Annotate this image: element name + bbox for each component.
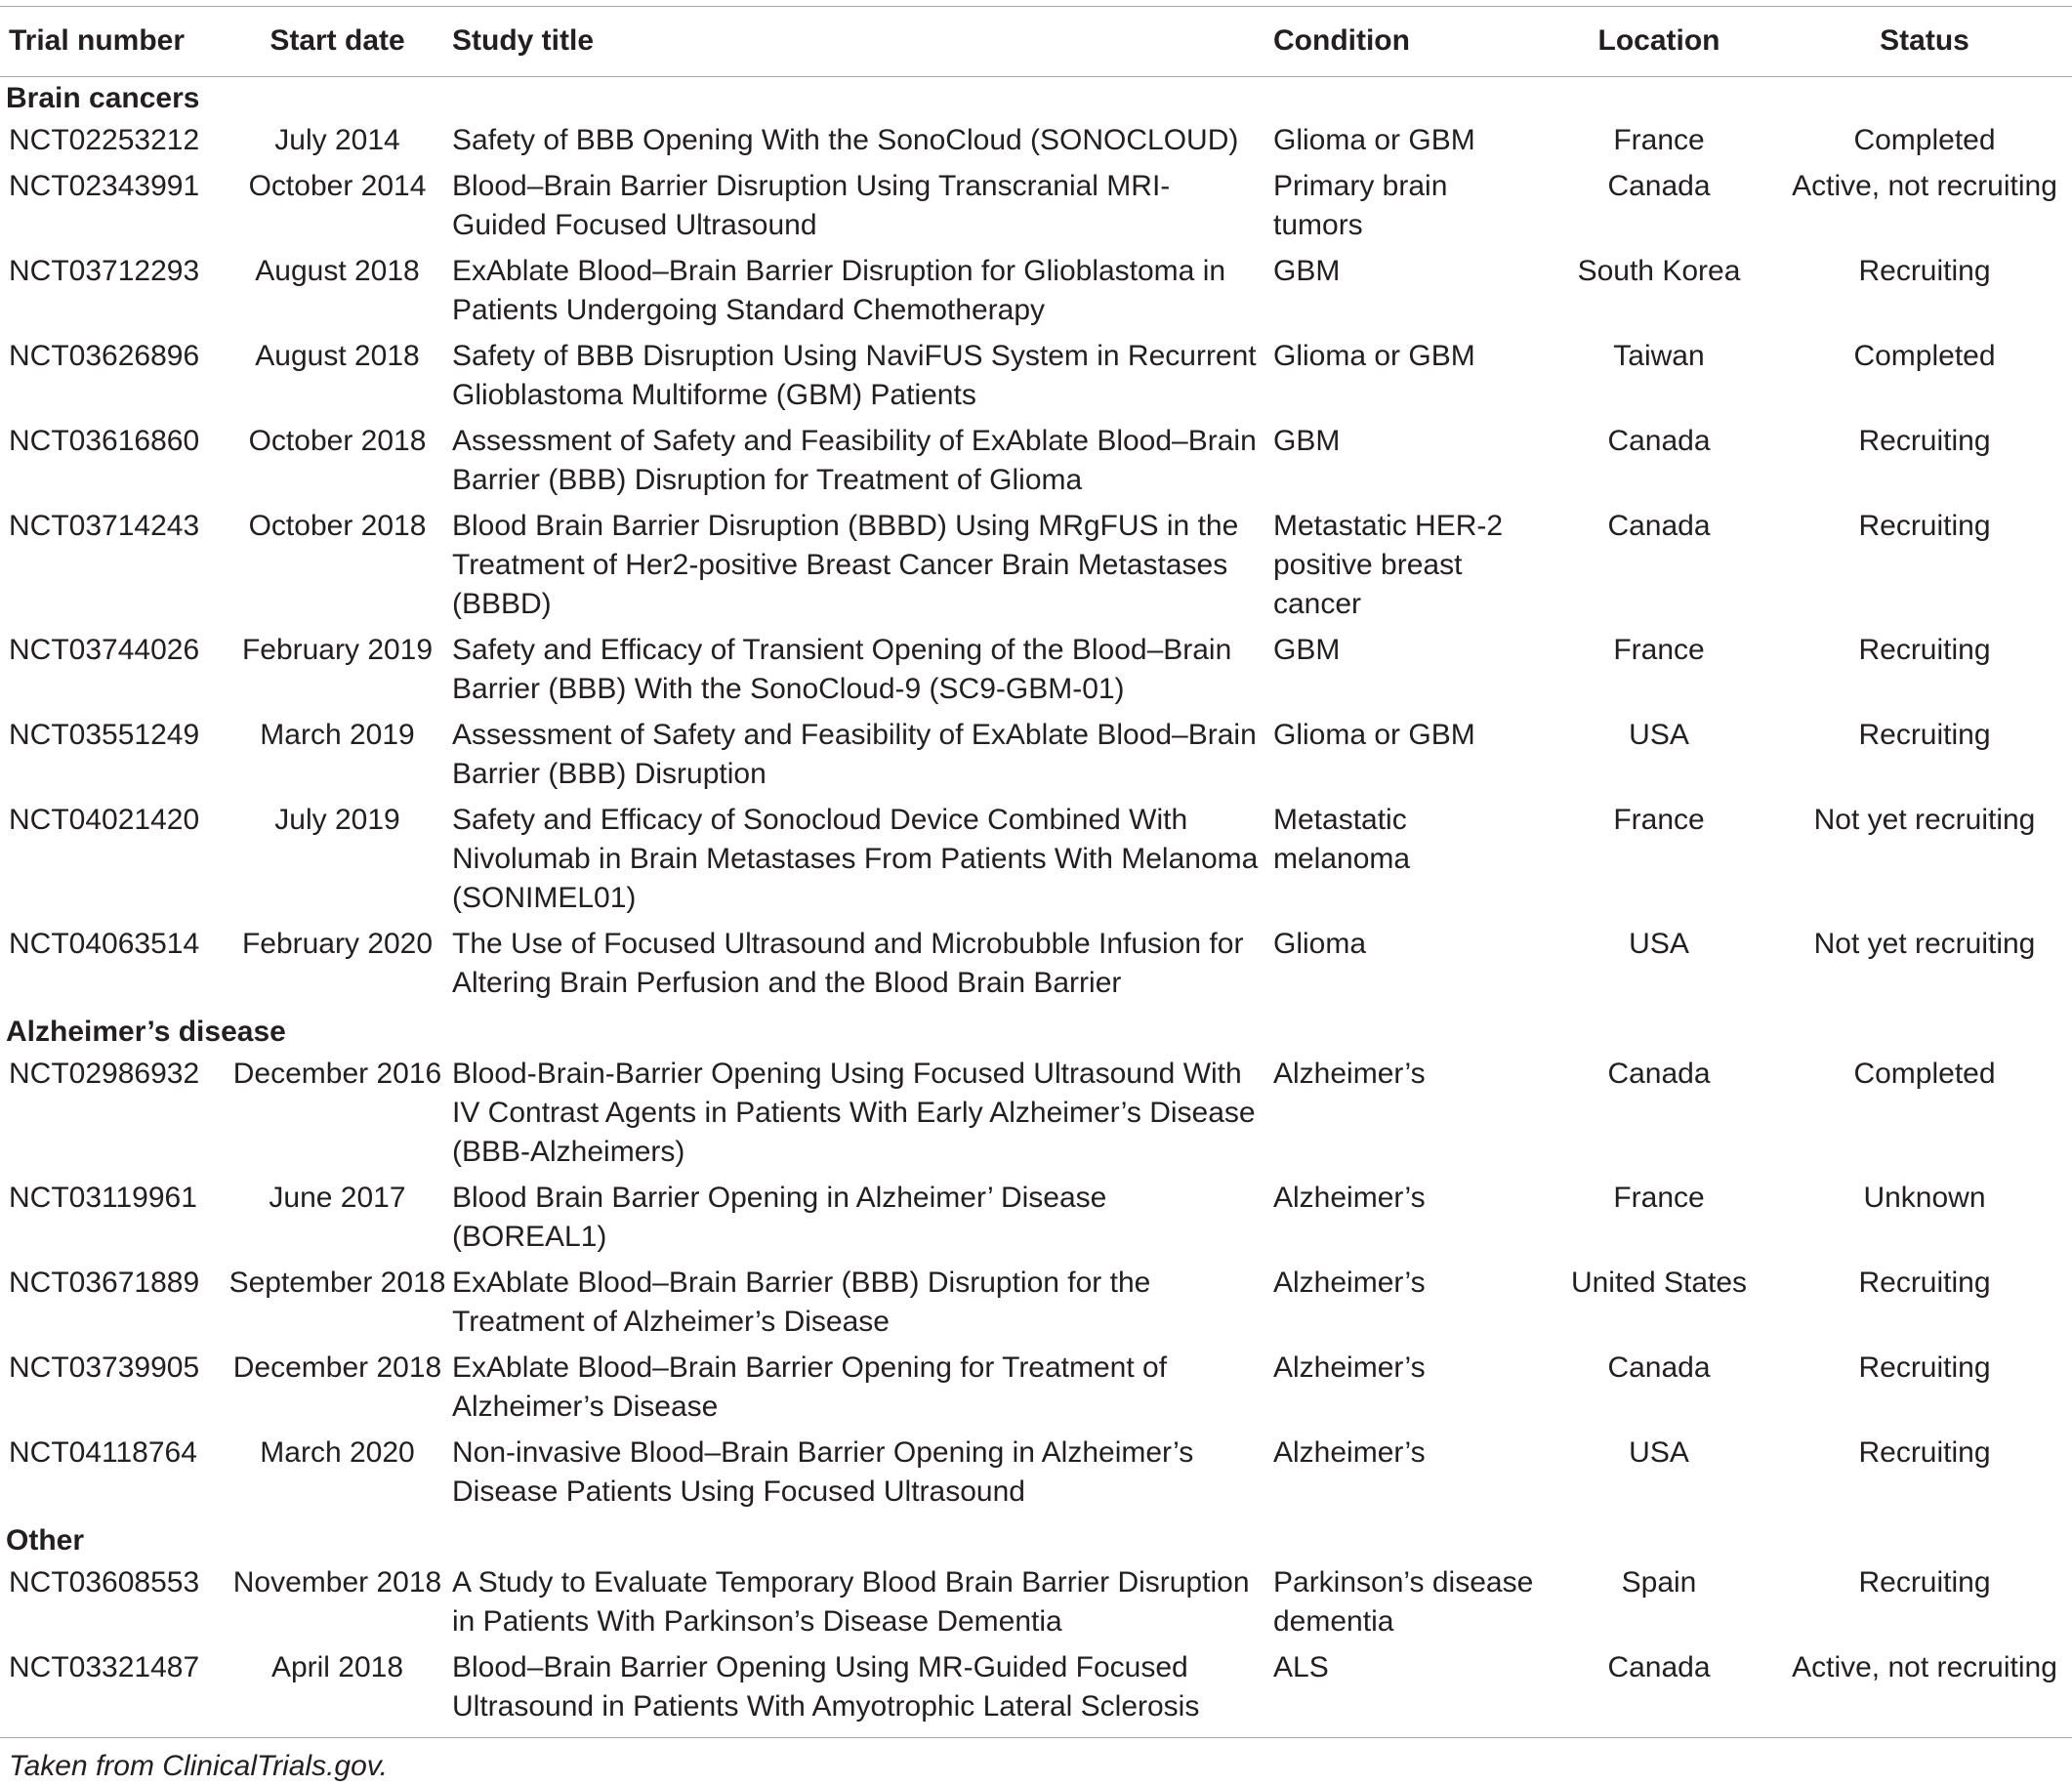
cell-condition: GBM — [1273, 255, 1341, 287]
cell-condition: Glioma or GBM — [1273, 124, 1475, 156]
cell-study-title: Blood Brain Barrier Disruption (BBBD) Using MRgFUS in the Treatment of Her2-positive Breast Cancer Brain Metastases (BBBD) — [452, 510, 1239, 620]
cell-trial-number: NCT02343991 — [9, 170, 200, 202]
header-row — [0, 6, 2072, 76]
cell-trial-number: NCT03739905 — [9, 1351, 200, 1384]
cell-location: Canada — [1607, 1651, 1711, 1683]
cell-location: Spain — [1621, 1566, 1697, 1599]
cell-condition: Glioma or GBM — [1273, 340, 1475, 372]
table-row — [0, 631, 2072, 716]
table-row — [0, 1648, 2072, 1733]
cell-trial-number: NCT03119961 — [9, 1182, 197, 1214]
cell-trial-number: NCT03616860 — [9, 425, 200, 457]
cell-start-date: March 2020 — [260, 1436, 415, 1469]
cell-trial-number: NCT03712293 — [9, 255, 200, 287]
cell-status: Recruiting — [1858, 1267, 1991, 1299]
cell-study-title: A Study to Evaluate Temporary Blood Brain Barrier Disruption in Patients With Parkinson’s Disease Dementia — [452, 1566, 1250, 1638]
table-row — [0, 1264, 2072, 1349]
trials-table — [0, 6, 2072, 1733]
cell-study-title: Blood Brain Barrier Opening in Alzheimer’ Disease (BOREAL1) — [452, 1182, 1107, 1253]
table-body — [0, 76, 2072, 1733]
cell-location: France — [1613, 124, 1705, 156]
table-row — [0, 1055, 2072, 1179]
header-trial-number: Trial number — [9, 24, 186, 57]
group-heading: Alzheimer’s disease — [6, 1016, 286, 1048]
cell-start-date: July 2014 — [274, 124, 400, 156]
table-row — [0, 167, 2072, 252]
cell-start-date: October 2018 — [248, 425, 427, 457]
cell-status: Recruiting — [1858, 1351, 1991, 1384]
cell-location: Canada — [1607, 170, 1711, 202]
table-row — [0, 716, 2072, 801]
cell-study-title: Safety of BBB Opening With the SonoCloud (SONOCLOUD) — [452, 124, 1239, 156]
cell-status: Recruiting — [1858, 510, 1991, 542]
cell-condition: Alzheimer’s — [1273, 1182, 1426, 1214]
cell-location: USA — [1629, 719, 1689, 751]
cell-study-title: Safety of BBB Disruption Using NaviFUS System in Recurrent Glioblastoma Multiforme (GBM) Patients — [452, 340, 1257, 411]
cell-condition: Primary brain tumors — [1273, 170, 1448, 241]
header-condition: Condition — [1273, 24, 1410, 57]
cell-trial-number: NCT03671889 — [9, 1267, 200, 1299]
cell-study-title: The Use of Focused Ultrasound and Microbubble Infusion for Altering Brain Perfusion and the Blood Brain Barrier — [452, 928, 1244, 999]
cell-status: Not yet recruiting — [1813, 804, 2036, 836]
cell-status: Completed — [1853, 340, 1996, 372]
cell-status: Recruiting — [1858, 1566, 1991, 1599]
group-heading: Other — [6, 1524, 85, 1557]
cell-start-date: June 2017 — [269, 1182, 406, 1214]
cell-start-date: February 2019 — [241, 634, 434, 666]
cell-start-date: February 2020 — [241, 928, 434, 960]
cell-condition: Parkinson’s disease dementia — [1273, 1566, 1534, 1638]
header-start-date: Start date — [269, 24, 405, 57]
cell-condition: Alzheimer’s — [1273, 1351, 1426, 1384]
cell-status: Completed — [1853, 124, 1996, 156]
table-footnote: Taken from ClinicalTrials.gov. — [9, 1750, 388, 1782]
cell-start-date: November 2018 — [232, 1566, 442, 1599]
cell-condition: Metastatic melanoma — [1273, 804, 1411, 875]
cell-location: Taiwan — [1613, 340, 1705, 372]
cell-study-title: Safety and Efficacy of Sonocloud Device Combined With Nivolumab in Brain Metastases From Patients With Melanoma (SONIMEL01) — [452, 804, 1259, 914]
cell-trial-number: NCT04021420 — [9, 804, 200, 836]
cell-location: Canada — [1607, 1351, 1711, 1384]
cell-start-date: October 2018 — [248, 510, 427, 542]
cell-study-title: Assessment of Safety and Feasibility of ExAblate Blood–Brain Barrier (BBB) Disruption for Treatment of Glioma — [452, 425, 1257, 496]
cell-study-title: ExAblate Blood–Brain Barrier Disruption for Glioblastoma in Patients Undergoing Standard Chemotherapy — [452, 255, 1226, 326]
table-row — [0, 1179, 2072, 1264]
cell-trial-number: NCT03551249 — [9, 719, 200, 751]
table-row — [0, 801, 2072, 925]
cell-study-title: ExAblate Blood–Brain Barrier (BBB) Disruption for the Treatment of Alzheimer’s Disease — [452, 1267, 1151, 1338]
cell-status: Active, not recruiting — [1792, 1651, 2057, 1683]
cell-trial-number: NCT04118764 — [9, 1436, 197, 1469]
group-row — [0, 1518, 2072, 1563]
table-row — [0, 1433, 2072, 1518]
table-row — [0, 337, 2072, 422]
cell-start-date: March 2019 — [260, 719, 415, 751]
cell-status: Not yet recruiting — [1813, 928, 2036, 960]
cell-condition: GBM — [1273, 634, 1341, 666]
cell-trial-number: NCT03608553 — [9, 1566, 200, 1599]
cell-condition: Alzheimer’s — [1273, 1436, 1426, 1469]
cell-study-title: Safety and Efficacy of Transient Opening of the Blood–Brain Barrier (BBB) With the SonoCloud-9 (SC9-GBM-01) — [452, 634, 1232, 705]
group-row — [0, 1010, 2072, 1055]
cell-location: Canada — [1607, 510, 1711, 542]
cell-condition: Metastatic HER-2 positive breast cancer — [1273, 510, 1504, 620]
header-rule — [0, 76, 2072, 77]
group-heading: Brain cancers — [6, 82, 200, 114]
table-row — [0, 1349, 2072, 1433]
table-row — [0, 507, 2072, 631]
cell-study-title: Assessment of Safety and Feasibility of ExAblate Blood–Brain Barrier (BBB) Disruption — [452, 719, 1257, 790]
cell-status: Recruiting — [1858, 719, 1991, 751]
cell-location: France — [1613, 1182, 1705, 1214]
cell-status: Recruiting — [1858, 634, 1991, 666]
header-status: Status — [1880, 24, 1969, 57]
cell-location: South Korea — [1577, 255, 1741, 287]
cell-start-date: August 2018 — [255, 340, 420, 372]
table-row — [0, 1563, 2072, 1648]
cell-trial-number: NCT03714243 — [9, 510, 200, 542]
cell-location: USA — [1629, 928, 1689, 960]
cell-status: Completed — [1853, 1058, 1996, 1090]
cell-start-date: October 2014 — [248, 170, 427, 202]
cell-start-date: December 2016 — [232, 1058, 442, 1090]
cell-status: Recruiting — [1858, 255, 1991, 287]
cell-trial-number: NCT02986932 — [9, 1058, 200, 1090]
cell-start-date: December 2018 — [232, 1351, 442, 1384]
cell-trial-number: NCT02253212 — [9, 124, 200, 156]
cell-condition: Glioma or GBM — [1273, 719, 1475, 751]
cell-start-date: August 2018 — [255, 255, 420, 287]
cell-location: Canada — [1607, 1058, 1711, 1090]
cell-location: France — [1613, 634, 1705, 666]
table-row — [0, 422, 2072, 507]
header-location: Location — [1597, 24, 1720, 57]
cell-study-title: ExAblate Blood–Brain Barrier Opening for Treatment of Alzheimer’s Disease — [452, 1351, 1168, 1423]
cell-condition: Alzheimer’s — [1273, 1267, 1426, 1299]
table-row — [0, 252, 2072, 337]
cell-status: Recruiting — [1858, 425, 1991, 457]
cell-condition: ALS — [1273, 1651, 1329, 1683]
table-row — [0, 121, 2072, 167]
cell-trial-number: NCT03626896 — [9, 340, 200, 372]
cell-condition: GBM — [1273, 425, 1341, 457]
header-study-title: Study title — [452, 24, 595, 57]
cell-condition: Glioma — [1273, 928, 1367, 960]
cell-location: Canada — [1607, 425, 1711, 457]
group-row — [0, 76, 2072, 121]
cell-status: Unknown — [1863, 1182, 1986, 1214]
bottom-rule — [0, 1737, 2072, 1738]
cell-study-title: Blood–Brain Barrier Disruption Using Transcranial MRI-Guided Focused Ultrasound — [452, 170, 1171, 241]
cell-study-title: Non-invasive Blood–Brain Barrier Opening in Alzheimer’s Disease Patients Using Focused Ultrasound — [452, 1436, 1194, 1508]
cell-location: France — [1613, 804, 1705, 836]
cell-condition: Alzheimer’s — [1273, 1058, 1426, 1090]
cell-start-date: July 2019 — [274, 804, 400, 836]
cell-status: Active, not recruiting — [1792, 170, 2057, 202]
cell-status: Recruiting — [1858, 1436, 1991, 1469]
cell-trial-number: NCT03744026 — [9, 634, 200, 666]
table-row — [0, 925, 2072, 1010]
cell-study-title: Blood–Brain Barrier Opening Using MR-Guided Focused Ultrasound in Patients With Amyotrophic Lateral Sclerosis — [452, 1651, 1200, 1723]
cell-location: United States — [1570, 1267, 1748, 1299]
cell-trial-number: NCT04063514 — [9, 928, 200, 960]
cell-study-title: Blood-Brain-Barrier Opening Using Focused Ultrasound With IV Contrast Agents in Patients With Early Alzheimer’s Disease (BBB-Alzheimers) — [452, 1058, 1256, 1168]
cell-trial-number: NCT03321487 — [9, 1651, 200, 1683]
cell-location: USA — [1629, 1436, 1689, 1469]
cell-start-date: April 2018 — [270, 1651, 404, 1683]
cell-start-date: September 2018 — [228, 1267, 446, 1299]
